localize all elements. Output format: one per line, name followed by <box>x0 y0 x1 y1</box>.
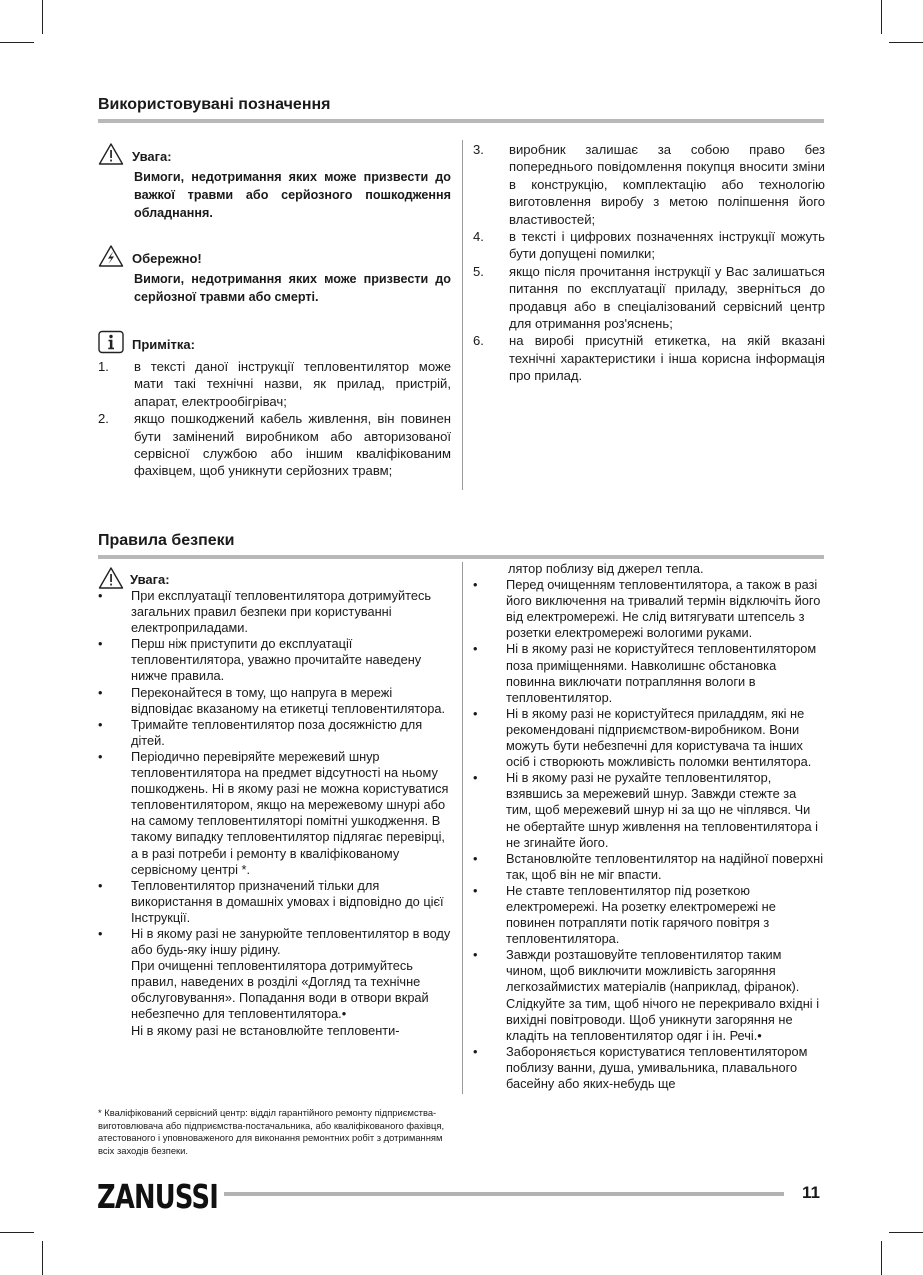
safety-left-column <box>98 566 451 1039</box>
safety-right-column <box>473 561 825 1092</box>
list-item: • Ні в якому разі не користуйтеся приладдям, які не рекомендовані підприємством-виробником. Вони можуть бути небезпечні для користувача та інших осіб і створюють можливість поломки вентилятора. <box>473 705 812 770</box>
warning-block <box>98 142 451 222</box>
safety-warning-label: Увага: <box>130 572 170 587</box>
warning-label: Увага: <box>132 149 172 164</box>
list-item: • Переконайтеся в тому, що напруга в мережі відповідає вказаному на етикетці тепловентилятора. <box>98 684 446 716</box>
symbols-right-column <box>473 141 825 385</box>
list-item: 2. якщо пошкоджений кабель живлення, він повинен бути замінений виробником або авторизованої сервісної службою або іншим кваліфікованим фахівцем, щоб уникнути серйозних травм; <box>98 411 451 479</box>
crop-mark <box>0 42 34 43</box>
crop-mark <box>889 42 923 43</box>
symbols-left-column <box>98 142 451 480</box>
list-item: 6. на виробі присутній етикетка, на якій вказані технічні характеристики і інша корисна інформація про прилад. <box>473 333 825 384</box>
list-item: • Завжди розташовуйте тепловентилятор таким чином, щоб виключити можливість загоряння легкозаймистих матеріалів (наприклад, фіранок). Слідкуйте за тим, щоб нічого не перекривало вхідні і вихідні повітроводи. Щоб уникнути загоряння не кладіть на тепловентилятор одяг і ін. Речі.• <box>473 947 820 1043</box>
section-rule <box>98 555 824 559</box>
page-number: 11 <box>802 1183 820 1202</box>
list-item: • Встановлюйте тепловентилятор на надійної поверхні так, щоб він не міг впасти. <box>473 850 824 882</box>
crop-mark <box>889 1232 923 1233</box>
warning-triangle-icon <box>98 566 124 590</box>
list-item: 4. в тексті і цифрових позначеннях інструкції можуть бути допущені помилки; <box>473 229 825 262</box>
caution-label: Обережно! <box>132 251 202 266</box>
column-divider <box>462 140 463 490</box>
safety-list-right <box>473 577 825 1092</box>
list-item: • Перед очищенням тепловентилятора, а також в разі його виключення на тривалий термін відключіть його від електромережі. Не слід витягувати штепсель з розетки електромережі вологими руками. <box>473 577 821 641</box>
caution-block <box>98 244 451 306</box>
safety-list-left <box>98 588 451 1039</box>
continued-text: лятор поблизу від джерел тепла. <box>508 561 704 576</box>
info-icon <box>98 330 124 354</box>
safety-warning-heading <box>98 566 451 588</box>
list-item: • Ні в якому разі не користуйтеся тепловентилятором поза приміщеннями. Навколишнє обстановка повинна виключати потрапляння вологи в тепловентилятор. <box>473 641 817 705</box>
note-block <box>98 330 451 480</box>
list-item: 3. виробник залишає за собою право без попереднього повідомлення покупця вносити зміни в конструкцію, комплектацію або технологію виготовлення виробу з метою поліпшення його властивостей; <box>473 142 825 227</box>
crop-mark <box>42 0 43 34</box>
note-label: Примітка: <box>132 337 195 352</box>
section-title-symbols: Використовувані позначення <box>98 96 331 113</box>
section-rule <box>98 119 824 123</box>
footer-rule <box>224 1192 784 1196</box>
warning-triangle-icon <box>98 142 124 166</box>
crop-mark <box>881 1241 882 1275</box>
list-item: • Не ставте тепловентилятор під розеткою електромережі. На розетку електромережі не повинен потрапляти потік гарячого повітря з тепловентилятора. <box>473 882 776 947</box>
footnote: * Кваліфікований сервісний центр: відділ гарантійного ремонту підприємства-виготовлювача або підприємства-постачальника, або кваліфікованого фахівця, атестованого і уповноваженого для виконання ремонтних робіт з дотриманням всіх заходів безпеки. <box>98 1107 445 1156</box>
note-list-left <box>98 358 451 480</box>
list-item: • Періодично перевіряйте мережевий шнур тепловентилятора на предмет відсутності на ньому пошкоджень. Ні в якому разі не можна користуватися тепловентилятором, якщо на мережевому шнурі або на самому тепловентиляторі помітні ушкодження. В такому випадку тепловентилятор підлягає перевірці, а в разі потреби і ремонту в кваліфікованому сервісному центрі *. <box>98 748 449 877</box>
crop-mark <box>42 1241 43 1275</box>
note-list-right <box>473 141 825 385</box>
warning-text: Вимоги, недотримання яких може призвести до важкої травми або серйозного пошкодження обладнання. <box>134 170 451 220</box>
crop-mark <box>881 0 882 34</box>
section-title-safety: Правила безпеки <box>98 532 235 549</box>
list-item: • Забороняється користуватися тепловентилятором поблизу ванни, душа, умивальника, плавального басейну або яких-небудь ще <box>473 1043 808 1091</box>
column-divider <box>462 562 463 1094</box>
list-item: • Тепловентилятор призначений тільки для використання в домашніх умовах і відповідно до цієї Інструкції. <box>98 877 444 925</box>
list-item: 1. в тексті даної інструкції тепловентилятор може мати такі технічні назви, як прилад, пристрій, апарат, електрообігрівач; <box>98 359 451 409</box>
list-item: • Ні в якому разі не занурюйте тепловентилятор в воду або будь-яку іншу рідину. При очищенні тепловентилятора дотримуйтесь правил, наведених в розділі «Догляд та технічне обслуговування». Попадання води в отвори вкрай небезпечно для тепловентилятора.• Ні в якому разі не встановлюйте тепловенти- <box>98 925 451 1038</box>
list-item: • При експлуатації тепловентилятора дотримуйтесь загальних правил безпеки при користуванні електроприладами. <box>98 588 432 636</box>
crop-mark <box>0 1232 34 1233</box>
electric-caution-triangle-icon <box>98 244 124 268</box>
brand-logo: ZANUSSI <box>97 1177 219 1216</box>
list-item: 5. якщо після прочитання інструкції у Вас залишаться питання по експлуатації приладу, зверніться до продавця або в спеціалізований сервісний центр для отримання роз'яснень; <box>473 263 825 332</box>
list-item: • Тримайте тепловентилятор поза досяжністю для дітей. <box>98 716 423 748</box>
list-item: • Перш ніж приступити до експлуатації тепловентилятора, уважно прочитайте наведену нижче правила. <box>98 636 422 684</box>
caution-text: Вимоги, недотримання яких може призвести до серйозної травми або смерті. <box>134 272 451 304</box>
list-item: • Ні в якому разі не рухайте тепловентилятор, взявшись за мережевий шнур. Завжди стежте за тим, щоб мережевий шнур ні за що не чіплявся. Чи не обертайте шнур живлення на тепловентилятора і не згинайте його. <box>473 770 818 850</box>
